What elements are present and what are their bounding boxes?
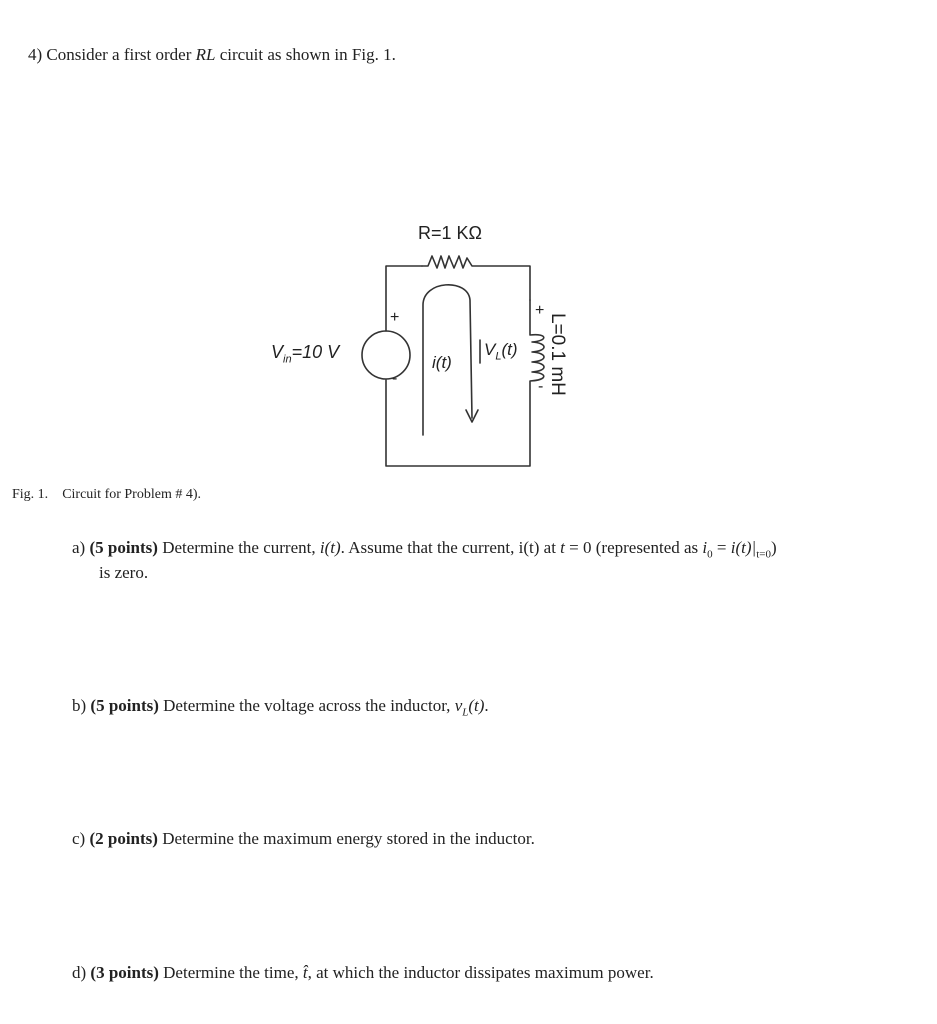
part-c-letter: c) bbox=[72, 829, 86, 848]
part-a-text1: Determine the current, bbox=[162, 538, 316, 557]
part-a bbox=[72, 538, 777, 560]
part-a-var2: t bbox=[560, 538, 565, 557]
part-a-points: (5 points) bbox=[89, 538, 158, 557]
part-d bbox=[72, 963, 654, 983]
inductor-label: L=0.1 mH bbox=[547, 313, 568, 396]
part-a-var1: i(t) bbox=[319, 538, 341, 557]
part-a-var4: i(t)| bbox=[730, 538, 757, 557]
problem-intro-end: circuit as shown in Fig. 1. bbox=[219, 45, 396, 64]
vl-t: (t) bbox=[501, 340, 518, 359]
problem-intro: Consider a first order bbox=[46, 45, 192, 64]
part-c bbox=[72, 829, 535, 849]
part-b-var1-sub: L bbox=[462, 706, 469, 719]
figure-caption bbox=[12, 487, 201, 503]
caption-text: Circuit for Problem # 4). bbox=[62, 487, 201, 502]
part-d-points: (3 points) bbox=[90, 963, 159, 982]
source-label-v: V bbox=[271, 342, 284, 362]
resistor-label: R=1 KΩ bbox=[418, 223, 482, 243]
part-b-text2: . bbox=[484, 696, 489, 715]
source-label-sub: in bbox=[283, 353, 292, 366]
inductor-voltage-label bbox=[484, 340, 518, 362]
current-label: i(t) bbox=[432, 353, 452, 372]
part-b-var1-tail: (t) bbox=[468, 696, 485, 715]
resistor-symbol bbox=[422, 256, 530, 300]
source-plus: + bbox=[390, 309, 400, 326]
part-a-text2: . Assume that the current, i(t) at bbox=[340, 538, 556, 557]
part-a-var4-sub: t=0 bbox=[756, 548, 771, 561]
part-d-var1: t̂ bbox=[302, 963, 308, 982]
inductor-symbol bbox=[386, 300, 544, 466]
part-b bbox=[72, 696, 489, 718]
vl-v: V bbox=[484, 340, 496, 359]
part-b-letter: b) bbox=[72, 696, 87, 715]
voltage-source-symbol bbox=[362, 331, 410, 379]
part-d-text2: , at which the inductor dissipates maximum power. bbox=[307, 963, 654, 982]
circuit-type: RL bbox=[195, 45, 216, 64]
part-b-var1: v bbox=[454, 696, 463, 715]
part-a-var3-sub: 0 bbox=[707, 548, 713, 561]
part-a-text5: ) bbox=[770, 538, 777, 557]
part-d-letter: d) bbox=[72, 963, 87, 982]
inductor-minus: - bbox=[538, 378, 544, 395]
part-b-points: (5 points) bbox=[90, 696, 159, 715]
part-c-points: (2 points) bbox=[89, 829, 158, 848]
inductor-plus: + bbox=[535, 302, 545, 319]
part-a-var3: i bbox=[702, 538, 708, 557]
part-a-letter: a) bbox=[72, 538, 86, 557]
caption-number: Fig. 1. bbox=[12, 487, 49, 502]
part-a-text3: = 0 (represented as bbox=[569, 538, 699, 557]
part-b-text1: Determine the voltage across the inductor, bbox=[163, 696, 451, 715]
part-c-text1: Determine the maximum energy stored in the inductor. bbox=[162, 829, 535, 848]
vl-sub: L bbox=[495, 350, 502, 363]
part-d-text1: Determine the time, bbox=[163, 963, 299, 982]
source-label-value: =10 V bbox=[291, 342, 340, 362]
part-a-text4: = bbox=[716, 538, 727, 557]
problem-number: 4) bbox=[28, 45, 43, 64]
source-label bbox=[271, 342, 339, 366]
source-minus: - bbox=[392, 370, 398, 387]
part-a-line2: is zero. bbox=[99, 563, 149, 582]
